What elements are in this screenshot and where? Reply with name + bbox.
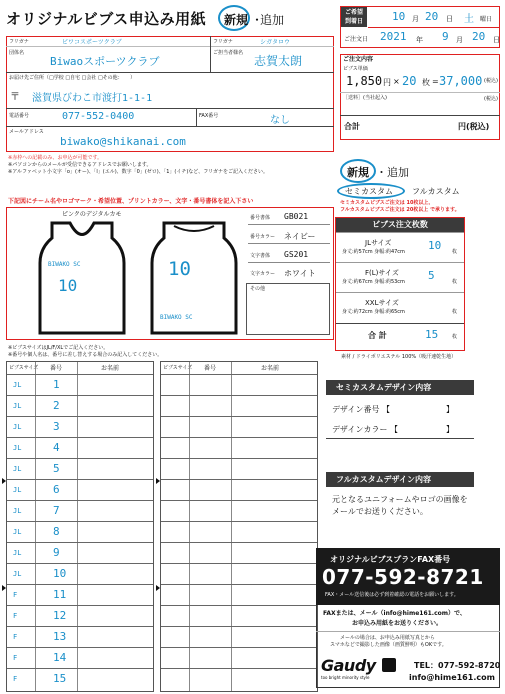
- full-design-text-2: メールでお送りください。: [332, 507, 428, 516]
- row-size[interactable]: F: [13, 591, 18, 599]
- order-content-label: ご注文内容: [343, 56, 374, 63]
- table-row[interactable]: [161, 374, 317, 395]
- phone[interactable]: 077-552-0400: [62, 111, 135, 122]
- row-name[interactable]: [79, 523, 153, 542]
- roster-header-size-2: ビブスサイズ: [163, 365, 193, 371]
- day-unit: 日: [446, 15, 453, 23]
- row-name[interactable]: [79, 607, 153, 626]
- number-font[interactable]: GB021: [284, 212, 309, 221]
- row-size[interactable]: JL: [13, 549, 22, 557]
- semi-note: セミカスタムビブスご注文は 10枚以上、: [340, 200, 434, 206]
- fax[interactable]: なし: [270, 115, 290, 126]
- month-unit: 月: [412, 15, 419, 23]
- note-1: ※赤枠への記載のみ、お申込が可能です。: [8, 155, 103, 161]
- bib-front-number: 10: [58, 276, 78, 295]
- page-title: オリジナルビブス申込み用紙: [6, 10, 207, 28]
- bib-front-text: BIWAKO SC: [48, 261, 81, 268]
- size-note-2: ※番号や個人名は、番号に差し替えする場合のみ記入してください。: [8, 352, 163, 358]
- row-size[interactable]: F: [13, 612, 18, 620]
- text-color[interactable]: ホワイト: [284, 269, 316, 278]
- row-name[interactable]: [79, 481, 153, 500]
- table-row[interactable]: [161, 584, 317, 605]
- material-note: 素材 / ドライポリエステル 100%（吸汗速乾生地）: [341, 354, 457, 360]
- count-total-unit: 枚: [452, 334, 458, 340]
- person-furigana-label: フリガナ: [213, 39, 233, 45]
- text-color-label: 文字カラー: [250, 271, 276, 277]
- gaudy-logo: Gaudy: [321, 656, 376, 675]
- row-number[interactable]: 9: [53, 546, 60, 559]
- equals-mark: =: [432, 77, 439, 86]
- fax-note-2: スマホなどで撮影した画像（画質鮮明）もOKです。: [330, 642, 447, 648]
- year-unit: 年: [416, 36, 423, 44]
- row-name[interactable]: [79, 460, 153, 479]
- fax-note-1: メールの場合は、お申込み用紙写真とから: [340, 635, 435, 641]
- contact-mail: info@hime161.com: [409, 673, 495, 682]
- team-furigana[interactable]: ビワコスポーツクラブ: [62, 39, 122, 46]
- gaudy-sub: too bright minority style: [321, 675, 370, 680]
- person-label: ご担当者様名: [213, 50, 244, 56]
- order-subtotal[interactable]: 37,000: [439, 74, 483, 88]
- size-name: JLサイズ: [365, 239, 392, 247]
- row-size[interactable]: F: [13, 654, 18, 662]
- size-name: XXLサイズ: [365, 299, 399, 307]
- row-number[interactable]: 8: [53, 525, 60, 538]
- note-3: ※アルファベット小文字「o」(オー)、「l」(エル)、数字「0」(ゼロ)、「1」(イチ)など、フリガナをご記入ください。: [8, 169, 269, 175]
- table-row: [7, 437, 153, 458]
- number-font-label: 番号書体: [250, 215, 271, 221]
- table-row: [7, 647, 153, 668]
- times-mark: ×: [393, 77, 400, 86]
- fax-sub: FAX・メール送信後は必ず到着確認の電話をお願いします。: [325, 592, 459, 598]
- table-row: [7, 374, 153, 395]
- order-day-unit: 日: [493, 36, 500, 44]
- row-number[interactable]: 15: [53, 672, 67, 685]
- order-date-label: ご注文日: [344, 36, 369, 43]
- address-label: お届け先ご住所（□学校 □自宅 □会社 □その他： ）: [9, 75, 136, 81]
- table-row: [7, 416, 153, 437]
- row-size[interactable]: JL: [13, 465, 22, 473]
- fax-label: FAX番号: [199, 113, 219, 119]
- full-design-text-1: 元となるユニフォームやロゴの画像を: [332, 495, 468, 504]
- shipping-tax-note: (税込): [484, 96, 498, 102]
- table-row[interactable]: [161, 458, 317, 479]
- size-detail: 身丈:約67cm 身幅:約53cm: [342, 279, 405, 285]
- order-qty[interactable]: 20: [402, 74, 417, 88]
- size-name: F(L)サイズ: [365, 269, 399, 277]
- desired-month[interactable]: 10: [392, 10, 406, 23]
- row-number[interactable]: 5: [53, 462, 60, 475]
- row-size[interactable]: JL: [13, 570, 22, 578]
- roster-header-name: お名前: [101, 365, 120, 372]
- text-font-label: 文字書体: [250, 253, 271, 259]
- table-row[interactable]: [161, 626, 317, 647]
- row-name[interactable]: [79, 418, 153, 437]
- bib-back: [144, 218, 244, 338]
- table-row[interactable]: [161, 437, 317, 458]
- row-size[interactable]: F: [13, 675, 18, 683]
- order-day[interactable]: 20: [472, 30, 486, 43]
- table-row: [7, 584, 153, 605]
- size-detail: 身丈:約57cm 身幅:約47cm: [342, 249, 405, 255]
- row-number[interactable]: 10: [53, 567, 67, 580]
- row-number[interactable]: 6: [53, 483, 60, 496]
- note-2: ※パソコンからのメールが受信できるアドレスでお願いします。: [8, 162, 152, 168]
- design-number-field[interactable]: デザイン番号 【 】: [332, 405, 454, 414]
- fax-text-1: FAXまたは、メール（info@hime161.com）で、: [323, 610, 466, 617]
- table-row[interactable]: [161, 479, 317, 500]
- title-new: 新規: [224, 13, 249, 27]
- row-number[interactable]: 12: [53, 609, 67, 622]
- email[interactable]: biwako@shikanai.com: [60, 135, 186, 148]
- row-size[interactable]: F: [13, 633, 18, 641]
- row-name[interactable]: [79, 397, 153, 416]
- row-size[interactable]: JL: [13, 402, 22, 410]
- size-unit: 枚: [452, 249, 458, 255]
- table-row[interactable]: [161, 500, 317, 521]
- fax-header: オリジナルビブスプランFAX番号: [330, 555, 451, 564]
- size-note-1: ※ビブスサイズはJL/F/XLでご記入ください。: [8, 345, 109, 351]
- row-number[interactable]: 7: [53, 504, 60, 517]
- panel-semi: セミカスタム: [345, 187, 393, 196]
- row-name[interactable]: [79, 376, 153, 395]
- row-number[interactable]: 2: [53, 399, 60, 412]
- count-total[interactable]: 15: [425, 328, 439, 341]
- team-name[interactable]: Biwaoスポーツクラブ: [50, 55, 160, 68]
- order-total-label: 合計: [344, 122, 360, 131]
- address[interactable]: 滋賀県びわこ市渡打1-1-1: [32, 93, 153, 104]
- table-row: [7, 458, 153, 479]
- shipping-label: ［送料］(当社起入): [343, 95, 387, 101]
- table-row[interactable]: [161, 563, 317, 584]
- team-label: 団体名: [9, 50, 25, 56]
- row-name[interactable]: [79, 502, 153, 521]
- row-name[interactable]: [79, 439, 153, 458]
- panel-add: 追加: [387, 166, 409, 179]
- row-number[interactable]: 4: [53, 441, 60, 454]
- roster-header-number: 番号: [50, 365, 63, 372]
- table-row: [7, 542, 153, 563]
- subtotal-tax-note: (税込): [484, 78, 498, 84]
- desired-day[interactable]: 20: [425, 10, 439, 23]
- table-row: [7, 563, 153, 584]
- roster-header-size: ビブスサイズ: [9, 365, 39, 371]
- bib-back-text: BIWAKO SC: [160, 314, 193, 321]
- contact-tel: TEL：077-592-8720: [414, 661, 501, 670]
- row-size[interactable]: JL: [13, 381, 22, 389]
- size-unit: 枚: [452, 279, 458, 285]
- person-furigana[interactable]: シガタロウ: [260, 39, 291, 46]
- table-row[interactable]: [161, 416, 317, 437]
- roster-header-name-2: お名前: [261, 365, 280, 372]
- row-size[interactable]: JL: [13, 507, 22, 515]
- table-row: [7, 668, 153, 689]
- order-year[interactable]: 2021: [380, 30, 407, 43]
- semi-design-header: セミカスタムデザイン内容: [326, 380, 474, 395]
- row-number[interactable]: 14: [53, 651, 67, 664]
- table-row: [7, 479, 153, 500]
- panel-sep: ・: [376, 166, 387, 179]
- table-row[interactable]: [161, 605, 317, 626]
- table-row[interactable]: [161, 395, 317, 416]
- row-name[interactable]: [79, 649, 153, 668]
- title-add: 追加: [260, 13, 285, 27]
- bibs-unit-label: ビブス単価: [343, 66, 368, 72]
- order-month-unit: 月: [456, 36, 463, 44]
- row-number[interactable]: 11: [53, 588, 67, 601]
- title-sep: ・: [251, 13, 264, 27]
- table-row: [7, 626, 153, 647]
- bibs-count-header: ビブス注文枚数: [336, 218, 464, 232]
- table-row[interactable]: [161, 647, 317, 668]
- count-total-label: 合 計: [368, 331, 387, 340]
- table-row: [7, 605, 153, 626]
- table-row: [7, 521, 153, 542]
- panel-full: フルカスタム: [412, 187, 460, 196]
- phone-label: 電話番号: [9, 113, 30, 119]
- row-name[interactable]: [79, 544, 153, 563]
- row-size[interactable]: JL: [13, 444, 22, 452]
- desired-weekday[interactable]: 土: [464, 14, 474, 25]
- person-name[interactable]: 志賀太朗: [254, 54, 303, 68]
- design-instruction: 下記図にチーム名やロゴマーク・希望位置、プリントカラー、文字・番号書体を記入下さい: [8, 198, 254, 205]
- yen-mark: 円: [383, 78, 391, 87]
- qty-unit: 枚: [422, 78, 430, 87]
- row-name[interactable]: [79, 628, 153, 647]
- gaudy-mark: [382, 658, 396, 672]
- number-color-label: 番号カラー: [250, 234, 276, 240]
- order-month[interactable]: 9: [442, 30, 449, 43]
- size-detail: 身丈:約72cm 身幅:約65cm: [342, 309, 405, 315]
- row-name[interactable]: [79, 586, 153, 605]
- row-size[interactable]: JL: [13, 486, 22, 494]
- bib-color-label: ピンクのデジタルカモ: [62, 211, 122, 218]
- roster-header-number-2: 番号: [204, 365, 217, 372]
- text-font[interactable]: GS201: [284, 250, 309, 259]
- fax-text-2: お申込み用紙をお送りください。: [352, 620, 443, 627]
- row-size[interactable]: JL: [13, 423, 22, 431]
- row-number[interactable]: 3: [53, 420, 60, 433]
- team-furigana-label: フリガナ: [9, 39, 29, 45]
- other-label: その他: [250, 286, 266, 292]
- roster-table-left: [6, 361, 154, 692]
- table-row: [7, 395, 153, 416]
- order-total-unit: 円(税込): [458, 122, 490, 131]
- size-qty[interactable]: 10: [428, 239, 442, 252]
- size-qty[interactable]: 5: [428, 269, 435, 282]
- row-number[interactable]: 13: [53, 630, 67, 643]
- table-row[interactable]: [161, 668, 317, 689]
- panel-new: 新規: [347, 166, 369, 179]
- roster-table-right: [160, 361, 318, 692]
- row-name[interactable]: [79, 565, 153, 584]
- bib-back-number: 10: [168, 258, 191, 280]
- size-unit: 枚: [452, 309, 458, 315]
- number-color[interactable]: ネイビー: [284, 232, 316, 241]
- desired-date-label: ご希望 到着日: [341, 7, 367, 27]
- weekday-unit: 曜日: [480, 16, 493, 23]
- fax-number: 077-592-8721: [322, 565, 484, 589]
- table-row[interactable]: [161, 521, 317, 542]
- table-row[interactable]: [161, 542, 317, 563]
- email-label: メールアドレス: [9, 129, 44, 135]
- row-size[interactable]: JL: [13, 528, 22, 536]
- full-design-header: フルカスタムデザイン内容: [326, 472, 474, 487]
- row-name[interactable]: [79, 670, 153, 689]
- bib-front: [32, 218, 132, 338]
- postal-mark: 〒: [10, 92, 20, 103]
- row-number[interactable]: 1: [53, 378, 60, 391]
- full-note: フルカスタムビブスご注文は 20枚以上 で承ります。: [340, 207, 460, 213]
- bibs-price: 1,850: [346, 74, 383, 88]
- design-color-field[interactable]: デザインカラー 【 】: [332, 425, 454, 434]
- table-row: [7, 500, 153, 521]
